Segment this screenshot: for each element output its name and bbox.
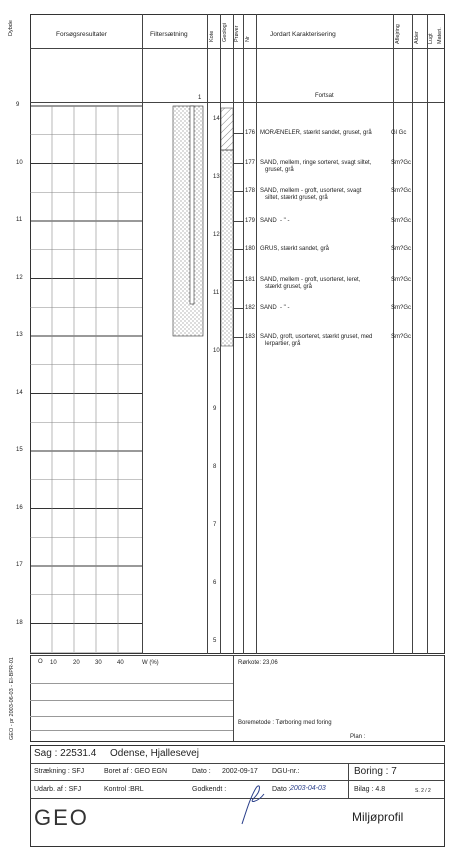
- kote-label: 5: [213, 638, 217, 644]
- header-alder: Alder: [414, 31, 420, 44]
- kote-label: 14: [213, 116, 220, 122]
- sample-nr: 181: [245, 277, 256, 283]
- depth-label: 15: [16, 447, 23, 453]
- sample-description: SAND, groft, usorteret, stærkt gruset, med lerpartier, grå: [260, 334, 373, 347]
- kote-label: 13: [213, 174, 220, 180]
- kote-label: 11: [213, 290, 220, 296]
- depth-label: 17: [16, 562, 23, 568]
- geology-clay: [221, 108, 233, 150]
- geology-sand: [221, 150, 233, 346]
- sample-description: SAND - " -: [260, 305, 290, 311]
- kote-label: 7: [213, 522, 217, 528]
- sample-nr: 180: [245, 246, 256, 252]
- sample-description: SAND, mellem - groft, usorteret, leret, stærkt gruset, grå: [260, 277, 361, 290]
- header-kote: Kote: [209, 30, 215, 42]
- sample-marker: [234, 133, 243, 134]
- sample-nr: 178: [245, 188, 256, 194]
- depth-label: 18: [16, 619, 23, 626]
- divider: [30, 700, 233, 701]
- roerkote: Rørkote: 23,06: [238, 660, 278, 666]
- side-text: GEO - pr 2003-06-03 - EI-BPR-01: [9, 657, 15, 740]
- header-forsoegsresultater: Forsøgsresultater: [56, 31, 107, 38]
- udarb: Udarb. af : SFJ: [34, 786, 82, 793]
- bilag: Bilag : 4.8: [354, 786, 386, 793]
- sample-description: MORÆNELER, stærkt sandet, gruset, grå: [260, 130, 372, 136]
- sample-description: SAND - " -: [260, 218, 290, 224]
- header-aflejring: Aflejring: [395, 24, 401, 44]
- kote-label: 9: [213, 406, 217, 412]
- godkendt: Godkendt :: [192, 786, 227, 793]
- boring: Boring : 7: [354, 766, 397, 777]
- sample-nr: 177: [245, 160, 256, 166]
- kote-label: 12: [213, 232, 220, 238]
- divider: [30, 763, 444, 764]
- header-materi: Materi.: [437, 27, 443, 44]
- boremetode: Boremetode : Tørboring med foring: [238, 720, 332, 726]
- side: S. 2 / 2: [415, 788, 431, 794]
- sample-marker: [234, 280, 243, 281]
- depth-label: 16: [16, 504, 23, 511]
- depth-label: 9: [16, 102, 20, 108]
- sample-aflejring: Sm?Gc: [391, 246, 412, 252]
- sample-description: SAND, mellem - groft, usorteret, svagt siltet, stærkt gruset, grå: [260, 188, 362, 201]
- straekning: Strækning : SFJ: [34, 768, 85, 775]
- kontrol: Kontrol :BRL: [104, 786, 144, 793]
- kote-label: 8: [213, 464, 217, 470]
- header-geologi: Geologi: [222, 23, 228, 42]
- filter-top-mark: 1: [198, 95, 202, 101]
- sample-marker: [234, 221, 243, 222]
- lower-box: [30, 655, 445, 742]
- w-origin: O: [38, 659, 43, 665]
- sample-aflejring: Sm?Gc: [391, 218, 412, 224]
- depth-label: 14: [16, 389, 23, 396]
- kote-label: 6: [213, 580, 217, 586]
- divider: [348, 763, 349, 799]
- depth-label: 11: [16, 217, 23, 223]
- dato2-label: Dato :: [272, 786, 291, 793]
- w-tick: 40: [117, 660, 124, 666]
- dgu: DGU-nr.:: [272, 768, 300, 775]
- sample-nr: 176: [245, 130, 256, 136]
- sample-marker: [234, 337, 243, 338]
- sample-aflejring: Sm?Gc: [391, 334, 412, 340]
- depth-label: 13: [16, 332, 23, 338]
- w-tick: 30: [95, 660, 102, 666]
- header-jordart: Jordart Karakterisering: [270, 31, 336, 38]
- w-tick: 10: [50, 660, 57, 666]
- sample-aflejring: Gl Gc: [391, 130, 407, 136]
- fortsat-label: Fortsat: [315, 93, 334, 99]
- sample-aflejring: Sm?Gc: [391, 305, 412, 311]
- divider: [30, 716, 233, 717]
- sample-nr: 182: [245, 305, 256, 311]
- signature: [232, 772, 272, 832]
- sample-marker: [234, 308, 243, 309]
- header-filtersaetning: Filtersætning: [150, 31, 188, 38]
- dato2: 2003-04-03: [290, 785, 326, 792]
- depth-label: 12: [16, 274, 23, 281]
- header-dybde: Dybde: [8, 20, 14, 36]
- divider: [30, 683, 233, 684]
- sample-nr: 183: [245, 334, 256, 340]
- w-tick: 20: [73, 660, 80, 666]
- sample-aflejring: Sm?Gc: [391, 160, 412, 166]
- sample-description: SAND, mellem, ringe sorteret, svagt siltet, gruset, grå: [260, 160, 372, 173]
- divider: [233, 655, 234, 741]
- depth-label: 10: [16, 159, 23, 166]
- boret-af: Boret af : GEO EGN: [104, 768, 168, 775]
- plan: Plan :: [350, 734, 366, 740]
- dato-label: Dato :: [192, 768, 211, 775]
- sample-aflejring: Sm?Gc: [391, 277, 412, 283]
- sted: Odense, Hjallesevej: [110, 748, 199, 759]
- filter-screen: [190, 106, 194, 304]
- header-lugt: Lugt: [428, 33, 434, 44]
- divider: [30, 730, 233, 731]
- kote-label: 10: [213, 348, 220, 354]
- w-unit: W (%): [142, 660, 159, 666]
- sample-marker: [234, 249, 243, 250]
- sample-aflejring: Sm?Gc: [391, 188, 412, 194]
- sample-description: GRUS, stærkt sandet, grå: [260, 246, 330, 252]
- geo-logo: GEO: [34, 805, 89, 830]
- filter-sand: [173, 106, 203, 336]
- sample-marker: [234, 163, 243, 164]
- header-proever: Prøver: [234, 25, 240, 42]
- header-nr: Nr: [245, 36, 251, 42]
- sample-marker: [234, 191, 243, 192]
- dato: 2002-09-17: [222, 768, 258, 775]
- title: Miljøprofil: [352, 810, 404, 824]
- sample-nr: 179: [245, 218, 256, 224]
- sag: Sag : 22531.4: [34, 748, 97, 759]
